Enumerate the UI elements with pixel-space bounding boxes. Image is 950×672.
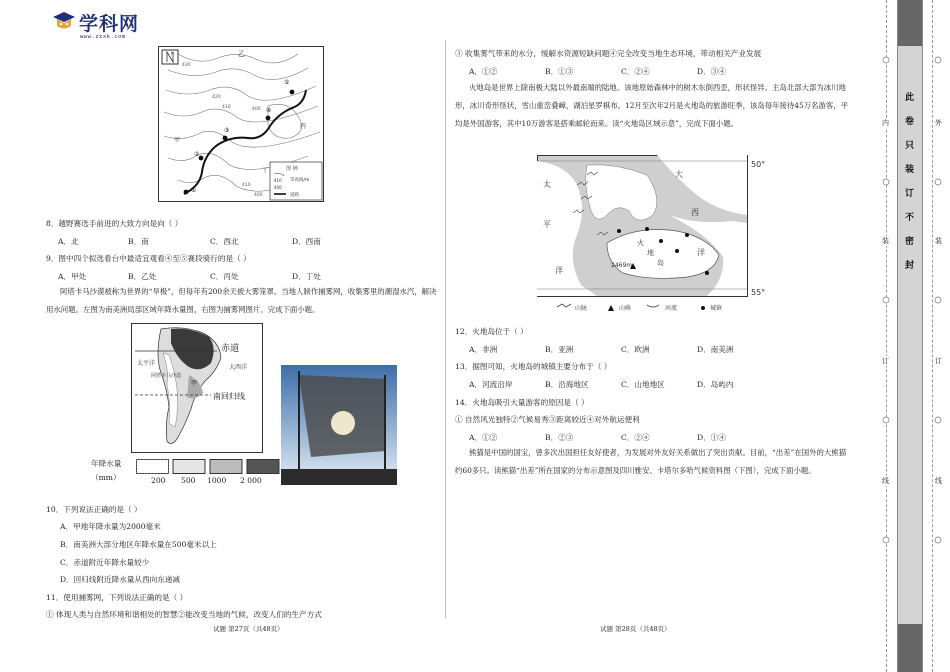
checkpoint-3-marker — [223, 136, 228, 141]
label-bing: 丙 — [300, 123, 307, 130]
label-yi: 乙 — [238, 50, 245, 58]
q8-option-b[interactable]: B．南 — [128, 237, 149, 246]
inner-binding-char: 装 — [882, 237, 889, 245]
contour-label: 410 — [242, 183, 251, 188]
town-marker — [645, 227, 649, 231]
binding-notice-char: 卷 — [905, 117, 915, 127]
atacama-label: 阿塔卡马沙漠 — [151, 373, 182, 379]
atacama-intro: 阿塔卡马沙漠被称为世界的“旱极”，但每年有200余天被大雾笼罩。当地人制作捕雾网，收集雾里的潮湿水汽，解决用水问题。左图为南美洲局部区域年降水量图，右图为捕雾网图片。完成下面小题。 — [46, 287, 437, 314]
svg-text:火: 火 — [637, 239, 644, 247]
q11-statement-line-1: ① 体现人类与自然环境和谐相处的智慧②能改变当地的气候，改变人们的生产方式 — [46, 610, 322, 619]
outer-binding-char: 外 — [935, 119, 942, 127]
legend-town-icon — [701, 306, 705, 310]
rainfall-legend-value: 200 — [151, 476, 166, 485]
q9-option-d[interactable]: D．丁处 — [292, 272, 321, 281]
q13-option-b[interactable]: B．沿海地区 — [545, 380, 589, 389]
outer-binding-char: 订 — [935, 357, 942, 365]
tierra-del-fuego-map — [537, 155, 771, 319]
q8-option-a[interactable]: A．北 — [58, 237, 79, 246]
column-divider — [445, 40, 446, 618]
inner-binding-char: 订 — [882, 357, 889, 365]
svg-text:洋: 洋 — [697, 248, 705, 257]
tropic-label: 南回归线 — [213, 392, 245, 401]
jia-label: 甲 — [191, 380, 198, 387]
lat-50-label: 50° — [751, 160, 766, 169]
q14-statements: ① 自然风光独特②气候易秀③距离较近④对外航运便利 — [455, 415, 640, 424]
q12-option-b[interactable]: B．亚洲 — [545, 345, 574, 354]
rainfall-legend-title: 年降水量 — [91, 459, 122, 468]
question-9-stem: 9．图中四个拟选看台中最适宜观看④至⑤赛段骑行的是（ ） — [46, 254, 251, 263]
point-label: ⑤ — [284, 79, 290, 86]
page-footer-right: 试题 第28页（共48页） — [600, 625, 671, 633]
inner-binding-char: 线 — [882, 477, 889, 485]
fog-net-photo — [281, 365, 397, 485]
lat-55-label: 55° — [751, 288, 766, 297]
q9-option-c[interactable]: C．丙处 — [210, 272, 239, 281]
page-footer-left: 试题 第27页（共48页） — [213, 625, 284, 633]
q13-option-d[interactable]: D．岛屿内 — [697, 380, 734, 389]
q13-option-c[interactable]: C．山地地区 — [621, 380, 665, 389]
svg-text:洋: 洋 — [555, 266, 563, 275]
question-8-stem: 8．越野赛选手前进的大致方向是向（ ） — [46, 219, 183, 228]
legend-road: 道路 — [290, 193, 299, 198]
q9-option-a[interactable]: A．甲处 — [58, 272, 87, 281]
town-marker — [617, 229, 621, 233]
binding-notice-char: 订 — [905, 189, 915, 199]
point-label: ③ — [224, 127, 230, 134]
label-ding: 丁 — [262, 167, 269, 174]
legend-river: 河流 — [665, 305, 678, 312]
svg-text:岛: 岛 — [657, 259, 664, 267]
binding-hole-markers — [880, 0, 950, 672]
binding-notice-char: 此 — [905, 93, 915, 103]
legend-title: 图 例 — [286, 166, 298, 172]
graduation-cap-icon — [52, 11, 76, 33]
q8-option-c[interactable]: C．西北 — [210, 237, 239, 246]
panda-intro: 熊猫是中国的国宝，曾多次出国担任友好使者，为发展对外友好关系做出了突出贡献。目前，“出差”在国外的大熊猫约60多只。读熊猫“出差”所在国家的分布示意图及四川雅安、卡塔尔多哈气候资料图（下图），完成下面小题。 — [455, 448, 847, 475]
q11-option-a[interactable]: A．①② — [469, 67, 498, 76]
q14-option-d[interactable]: D．①④ — [697, 433, 726, 442]
question-14-stem: 14．火地岛吸引大量游客的原因是（ ） — [455, 398, 589, 407]
rainfall-legend-value: 2 000 — [240, 476, 262, 485]
contour-label: 430 — [182, 63, 191, 68]
rainfall-legend-value: 1000 — [207, 476, 227, 485]
outer-binding-char: 线 — [935, 477, 942, 485]
checkpoint-1-marker — [184, 190, 189, 195]
label-jia: 甲 — [174, 137, 181, 144]
binding-notice-char: 装 — [905, 165, 915, 175]
q11-statement-line-2: ③ 收集雾气带来的水分，缓解水资源短缺问题④完全改变当地生态环境，带动相关产业发展 — [455, 49, 762, 58]
checkpoint-5-marker — [290, 90, 295, 95]
rainfall-legend-bar — [136, 459, 282, 475]
legend-contour-value: 400 — [274, 185, 282, 190]
q11-option-d[interactable]: D．③④ — [697, 67, 726, 76]
binding-notice-char: 密 — [905, 237, 915, 247]
svg-text:平: 平 — [543, 220, 551, 229]
legend-mountain: 山脉 — [575, 305, 588, 312]
atlantic-label: 大西洋 — [229, 364, 248, 371]
town-marker — [685, 233, 689, 237]
legend-peak-icon — [608, 305, 614, 311]
point-label: ① — [191, 187, 197, 194]
legend-town: 城镇 — [710, 305, 723, 312]
binding-notice-char: 不 — [905, 213, 915, 223]
pacific-label: 太平洋 — [137, 360, 156, 367]
contour-label: 410 — [222, 105, 231, 110]
q14-option-c[interactable]: C．②④ — [621, 433, 650, 442]
q9-option-b[interactable]: B．乙处 — [128, 272, 157, 281]
legend-contour-value: 410 — [274, 178, 282, 183]
question-11-stem: 11．使用捕雾网，下列说法正确的是（ ） — [46, 593, 188, 602]
logo-url: www.zxxk.com — [80, 34, 126, 40]
outer-binding-char: 装 — [935, 237, 942, 245]
north-label: N — [171, 51, 174, 56]
equator-label: 赤道 — [221, 344, 240, 354]
q14-option-a[interactable]: A．①② — [469, 433, 498, 442]
q13-option-a[interactable]: A．河流沿岸 — [469, 380, 513, 389]
town-marker — [675, 249, 679, 253]
q10-option-d[interactable]: D．回归线附近降水量从西向东递减 — [60, 575, 180, 584]
question-12-stem: 12．火地岛位于（ ） — [455, 327, 528, 336]
q10-option-c[interactable]: C．赤道附近年降水量较少 — [60, 558, 150, 567]
binding-notice-char: 封 — [905, 261, 915, 271]
q14-option-b[interactable]: B．②③ — [545, 433, 574, 442]
contour-map — [158, 46, 324, 202]
q11-option-c[interactable]: C．②④ — [621, 67, 650, 76]
tierra-del-fuego-intro: 火地岛是世界上除南极大陆以外最南端的陆地。该地原始森林中的树木东倒西歪，形状怪异。主岛北部大部为冰川地形，冰川奇形怪状，雪山重峦叠嶂，湖泊星罗棋布。12月至次年2月是火地岛的旅游旺季，该岛每年接待45万名游客，平均是外国游客，其中10万游客是搭乘邮轮而来。读“火地岛区域示意”，完成下面小题。 — [455, 83, 849, 128]
svg-text:大: 大 — [675, 170, 683, 179]
rainfall-legend-unit: （mm） — [91, 473, 121, 482]
question-13-stem: 13．据图可知，火地岛的城镇主要分布于（ ） — [455, 362, 612, 371]
logo — [52, 8, 162, 42]
rainfall-legend-value: 500 — [181, 476, 196, 485]
q12-option-d[interactable]: D．南美洲 — [697, 345, 734, 354]
svg-text:西: 西 — [691, 208, 699, 217]
peak-label: 2469m — [611, 262, 633, 269]
legend-peak: 山峰 — [619, 305, 632, 312]
legend-contour: 等高线/m — [290, 178, 310, 183]
svg-text:太: 太 — [543, 180, 551, 189]
q10-option-a[interactable]: A．甲地年降水量为2000毫米 — [60, 522, 161, 531]
point-label: ② — [194, 151, 200, 158]
checkpoint-4-marker — [266, 116, 271, 121]
south-america-rainfall-map — [131, 323, 263, 453]
q12-option-a[interactable]: A．非洲 — [469, 345, 498, 354]
inner-binding-char: 内 — [882, 119, 889, 127]
town-marker — [659, 239, 663, 243]
contour-label: 400 — [254, 193, 263, 198]
svg-text:地: 地 — [647, 249, 654, 257]
point-label: ④ — [266, 107, 272, 114]
q10-option-b[interactable]: B．南美洲大部分地区年降水量在500毫米以上 — [60, 540, 217, 549]
question-10-stem: 10．下列说法正确的是（ ） — [46, 505, 142, 514]
logo-text: 学科网 — [79, 13, 140, 35]
q8-option-d[interactable]: D．西南 — [292, 237, 321, 246]
town-marker — [705, 271, 709, 275]
q11-option-b[interactable]: B．①③ — [545, 67, 574, 76]
contour-label: 420 — [212, 95, 221, 100]
q12-option-c[interactable]: C．欧洲 — [621, 345, 650, 354]
contour-label: 400 — [252, 107, 261, 112]
binding-notice-char: 只 — [905, 141, 915, 151]
